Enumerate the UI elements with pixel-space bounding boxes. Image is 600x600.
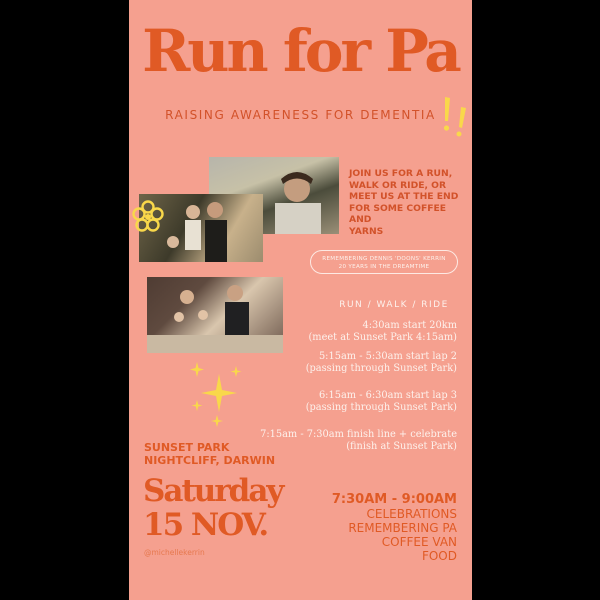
location-line-2: NIGHTCLIFF, DARWIN [144, 454, 276, 467]
memorial-line-2: 20 YEARS IN THE DREAMTIME [338, 264, 430, 270]
invite-text: JOIN US FOR A RUN, WALK OR RIDE, OR MEET US AT THE END FOR SOME COFFEE AND YARNS [349, 168, 459, 237]
location-line-1: SUNSET PARK [144, 441, 230, 454]
schedule-note: (passing through Sunset Park) [305, 363, 457, 374]
flower-icon [132, 200, 164, 232]
celebration-time: 7:30AM - 9:00AM [331, 492, 457, 507]
schedule-time: 5:15am - 5:30am start lap 2 [318, 351, 457, 362]
schedule-note: (finish at Sunset Park) [346, 441, 457, 452]
celebration-item: FOOD [421, 549, 457, 563]
exclamation-marks-icon [439, 95, 469, 140]
date-day: Saturday [143, 473, 283, 509]
schedule-time: 7:15am - 7:30am finish line + celebrate [260, 429, 457, 440]
event-location [144, 441, 275, 467]
date-month: 15 NOV. [143, 507, 268, 543]
memorial-badge [310, 250, 458, 274]
schedule-time: 4:30am start 20km [362, 320, 457, 331]
celebration-list [348, 507, 457, 563]
memorial-line-1: REMEMBERING DENNIS 'DOONS' KERRIN [322, 256, 446, 262]
schedule-heading: RUN / WALK / RIDE [339, 300, 449, 310]
sparkle-stars-icon [189, 360, 249, 430]
social-handle: @michellekerrin [144, 548, 205, 557]
schedule-item [247, 429, 457, 453]
schedule-item [247, 390, 457, 414]
schedule-note: (passing through Sunset Park) [305, 402, 457, 413]
celebration-item: COFFEE VAN [381, 535, 457, 549]
poster-title: Run for Pa [142, 17, 459, 85]
celebration-item: REMEMBERING PA [348, 521, 457, 535]
schedule-item [247, 351, 457, 375]
schedule-time: 6:15am - 6:30am start lap 3 [318, 390, 457, 401]
poster-subtitle: RAISING AWARENESS FOR DEMENTIA [165, 108, 436, 122]
schedule-note: (meet at Sunset Park 4:15am) [308, 332, 457, 343]
schedule-item [247, 320, 457, 344]
event-date [143, 474, 282, 542]
celebration-item: CELEBRATIONS [366, 507, 457, 521]
event-poster [129, 0, 472, 600]
